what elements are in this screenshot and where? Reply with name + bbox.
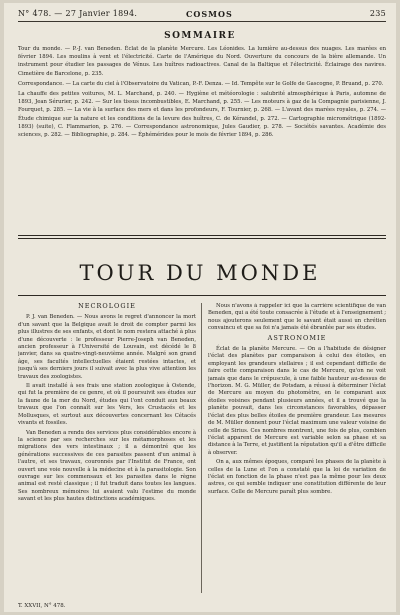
summary-body xyxy=(18,45,386,231)
journal-page xyxy=(4,3,396,612)
article-paragraph: Il avait installé à ses frais une station zoologique à Ostende, qui fut la première de ce genre, et où il poursuivit ses études sur la faune de la mer du Nord, études qui l'ont conduit aux beaux travaux que l'on connaît sur les Vers, les Crustacés et les Mollusques, et surtout aux découvertes concernant les Cétacés vivants et fossiles. xyxy=(18,383,196,427)
article-paragraph: Van Beneden a rendu des services plus considérables encore à la science par ses recherches sur les métamorphoses et les migrations des vers intestinaux ; il a démontré que les générations successives de ces parasites passent d'un animal à l'autre, et ses travaux, couronnés par l'Institut de France, ont ouvert une voie nouvelle à la médecine et à la parasitologie. Son ouvrage sur les commensaux et les parasites dans le règne animal est resté classique ; il fut traduit dans toutes les langues. Ses nombreux mémoires lui avaient valu l'estime du monde savant et les plus hautes distinctions académiques. xyxy=(18,429,196,503)
page-number: 235 xyxy=(369,9,386,18)
header-rule xyxy=(18,21,386,22)
summary-title: SOMMAIRE xyxy=(164,31,236,41)
summary-paragraph: Correspondance. — La carte du ciel à l'Observatoire du Vatican, P.-F. Denza. — Id. Tempête sur le Golfe de Gascogne, P. Bruand, p. 270. xyxy=(18,80,384,87)
summary-rule-top xyxy=(18,235,386,236)
right-column xyxy=(208,303,386,599)
issue-number: N° 478. — 27 Janvier 1894. xyxy=(18,9,138,18)
journal-title: COSMOS xyxy=(186,9,233,19)
summary-paragraph: La chauffe des petites voitures, M. L. Marchand, p. 240. — Hygiène et météorologie : salubrité atmosphérique à Paris, automne de 1893, Jean Sérurier, p. 242. — Sur les tissus incombustibles, E. Marchand, p. 255. — Les moteurs à gaz de la Compagnie parisienne, J. Fourquet, p. 285. — La vie à la surface des mers et dans les profondeurs, F. Tournier, p. 268. — L'avant des marées royales, p. 274. — Étude chimique sur la nature et les conditions de la levure des huîtres, C. de Kérandel, p. 272. — Cartographie micrométrique (1892-1893) (suite), C. Flammarion, p. 276. — Correspondance astronomique, Jules Gaudier, p. 278. — Sociétés savantes. Académie des sciences, p. 282. — Bibliographie, p. 284. — Éphémérides pour le mois de février 1894, p. 286. xyxy=(18,91,386,139)
article-paragraph: Nous n'avons à rappeler ici que la carrière scientifique de van Beneden, qui a été toute consacrée à l'étude et à l'enseignement ; nous ajouterons seulement que le savant était aussi un chrétien convaincu et que sa foi n'a jamais été ébranlée par ses études. xyxy=(208,303,386,332)
article-paragraph: Éclat de la planète Mercure. — On a l'habitude de désigner l'éclat des planètes par comparaison à celui des étoiles, en employant les grandeurs stellaires ; il est cependant difficile de faire cette comparaison dans le cas de Mercure, qu'on ne voit jamais que dans le crépuscule, à une faible hauteur au-dessus de l'horizon. M. G. Müller, de Potsdam, a réussi à déterminer l'éclat de Mercure au moyen du photomètre, en le comparant aux étoiles voisines pendant plusieurs années, et il a trouvé que la planète pouvait, dans les circonstances favorables, dépasser l'éclat des plus belles étoiles de première grandeur. Les mesures de M. Müller donnent pour l'éclat maximum une valeur voisine de celle de Sirius. Ces nombres montrent, une fois de plus, combien l'éclat apparent de Mercure est variable selon sa phase et sa distance à la Terre, et justifient la réputation qu'il a d'être difficile à observer. xyxy=(208,346,386,456)
column-divider xyxy=(201,303,202,593)
left-column xyxy=(18,303,196,599)
article-paragraph: On a, aux mêmes époques, comparé les phases de la planète à celles de la Lune et l'on a constaté que la loi de variation de l'éclat en fonction de la phase n'est pas la même pour les deux astres, ce qui semble indiquer une constitution différente de leur surface. Celle de Mercure paraît plus sombre. xyxy=(208,459,386,495)
volume-signature: T. XXVII, N° 478. xyxy=(18,603,66,609)
running-head xyxy=(18,9,386,21)
summary-paragraph: Tour du monde. — P.-J. van Beneden. Éclat de la planète Mercure. Les Léonides. La lumière au-dessus des nuages. Les marées en février 1894. Les moulins à vent et l'électricité. Carte de l'Amérique du Nord. Ouverture du concours de la bière allemande. Un instrument pour étudier les passages de Vénus. Les huîtres radioactives. Canal de la Baltique et l'électricité. Éclairage des navires. Cimetière de Barcelone, p. 235. xyxy=(18,46,386,77)
necrology-heading: NÉCROLOGIE xyxy=(78,303,136,310)
section-rule xyxy=(18,295,386,296)
section-title: TOUR DU MONDE xyxy=(79,261,321,285)
summary-rule-bottom xyxy=(18,238,386,239)
article-paragraph: P. J. van Beneden. — Nous avons le regret d'annoncer la mort d'un savant que la Belgique avait le droit de compter parmi les plus illustres de ses enfants, et dont le nom restera attaché à plus d'une découverte : le professeur Pierre-Joseph van Beneden, ancien professeur à l'Université de Louvain, est décédé le 8 janvier, dans sa quatre-vingt-neuvième année. Malgré son grand âge, ses facultés intellectuelles étaient restées intactes, et jusqu'à ses derniers jours il suivait avec la plus vive attention les travaux des zoologistes. xyxy=(18,314,196,380)
astronomy-heading: ASTRONOMIE xyxy=(267,333,327,342)
